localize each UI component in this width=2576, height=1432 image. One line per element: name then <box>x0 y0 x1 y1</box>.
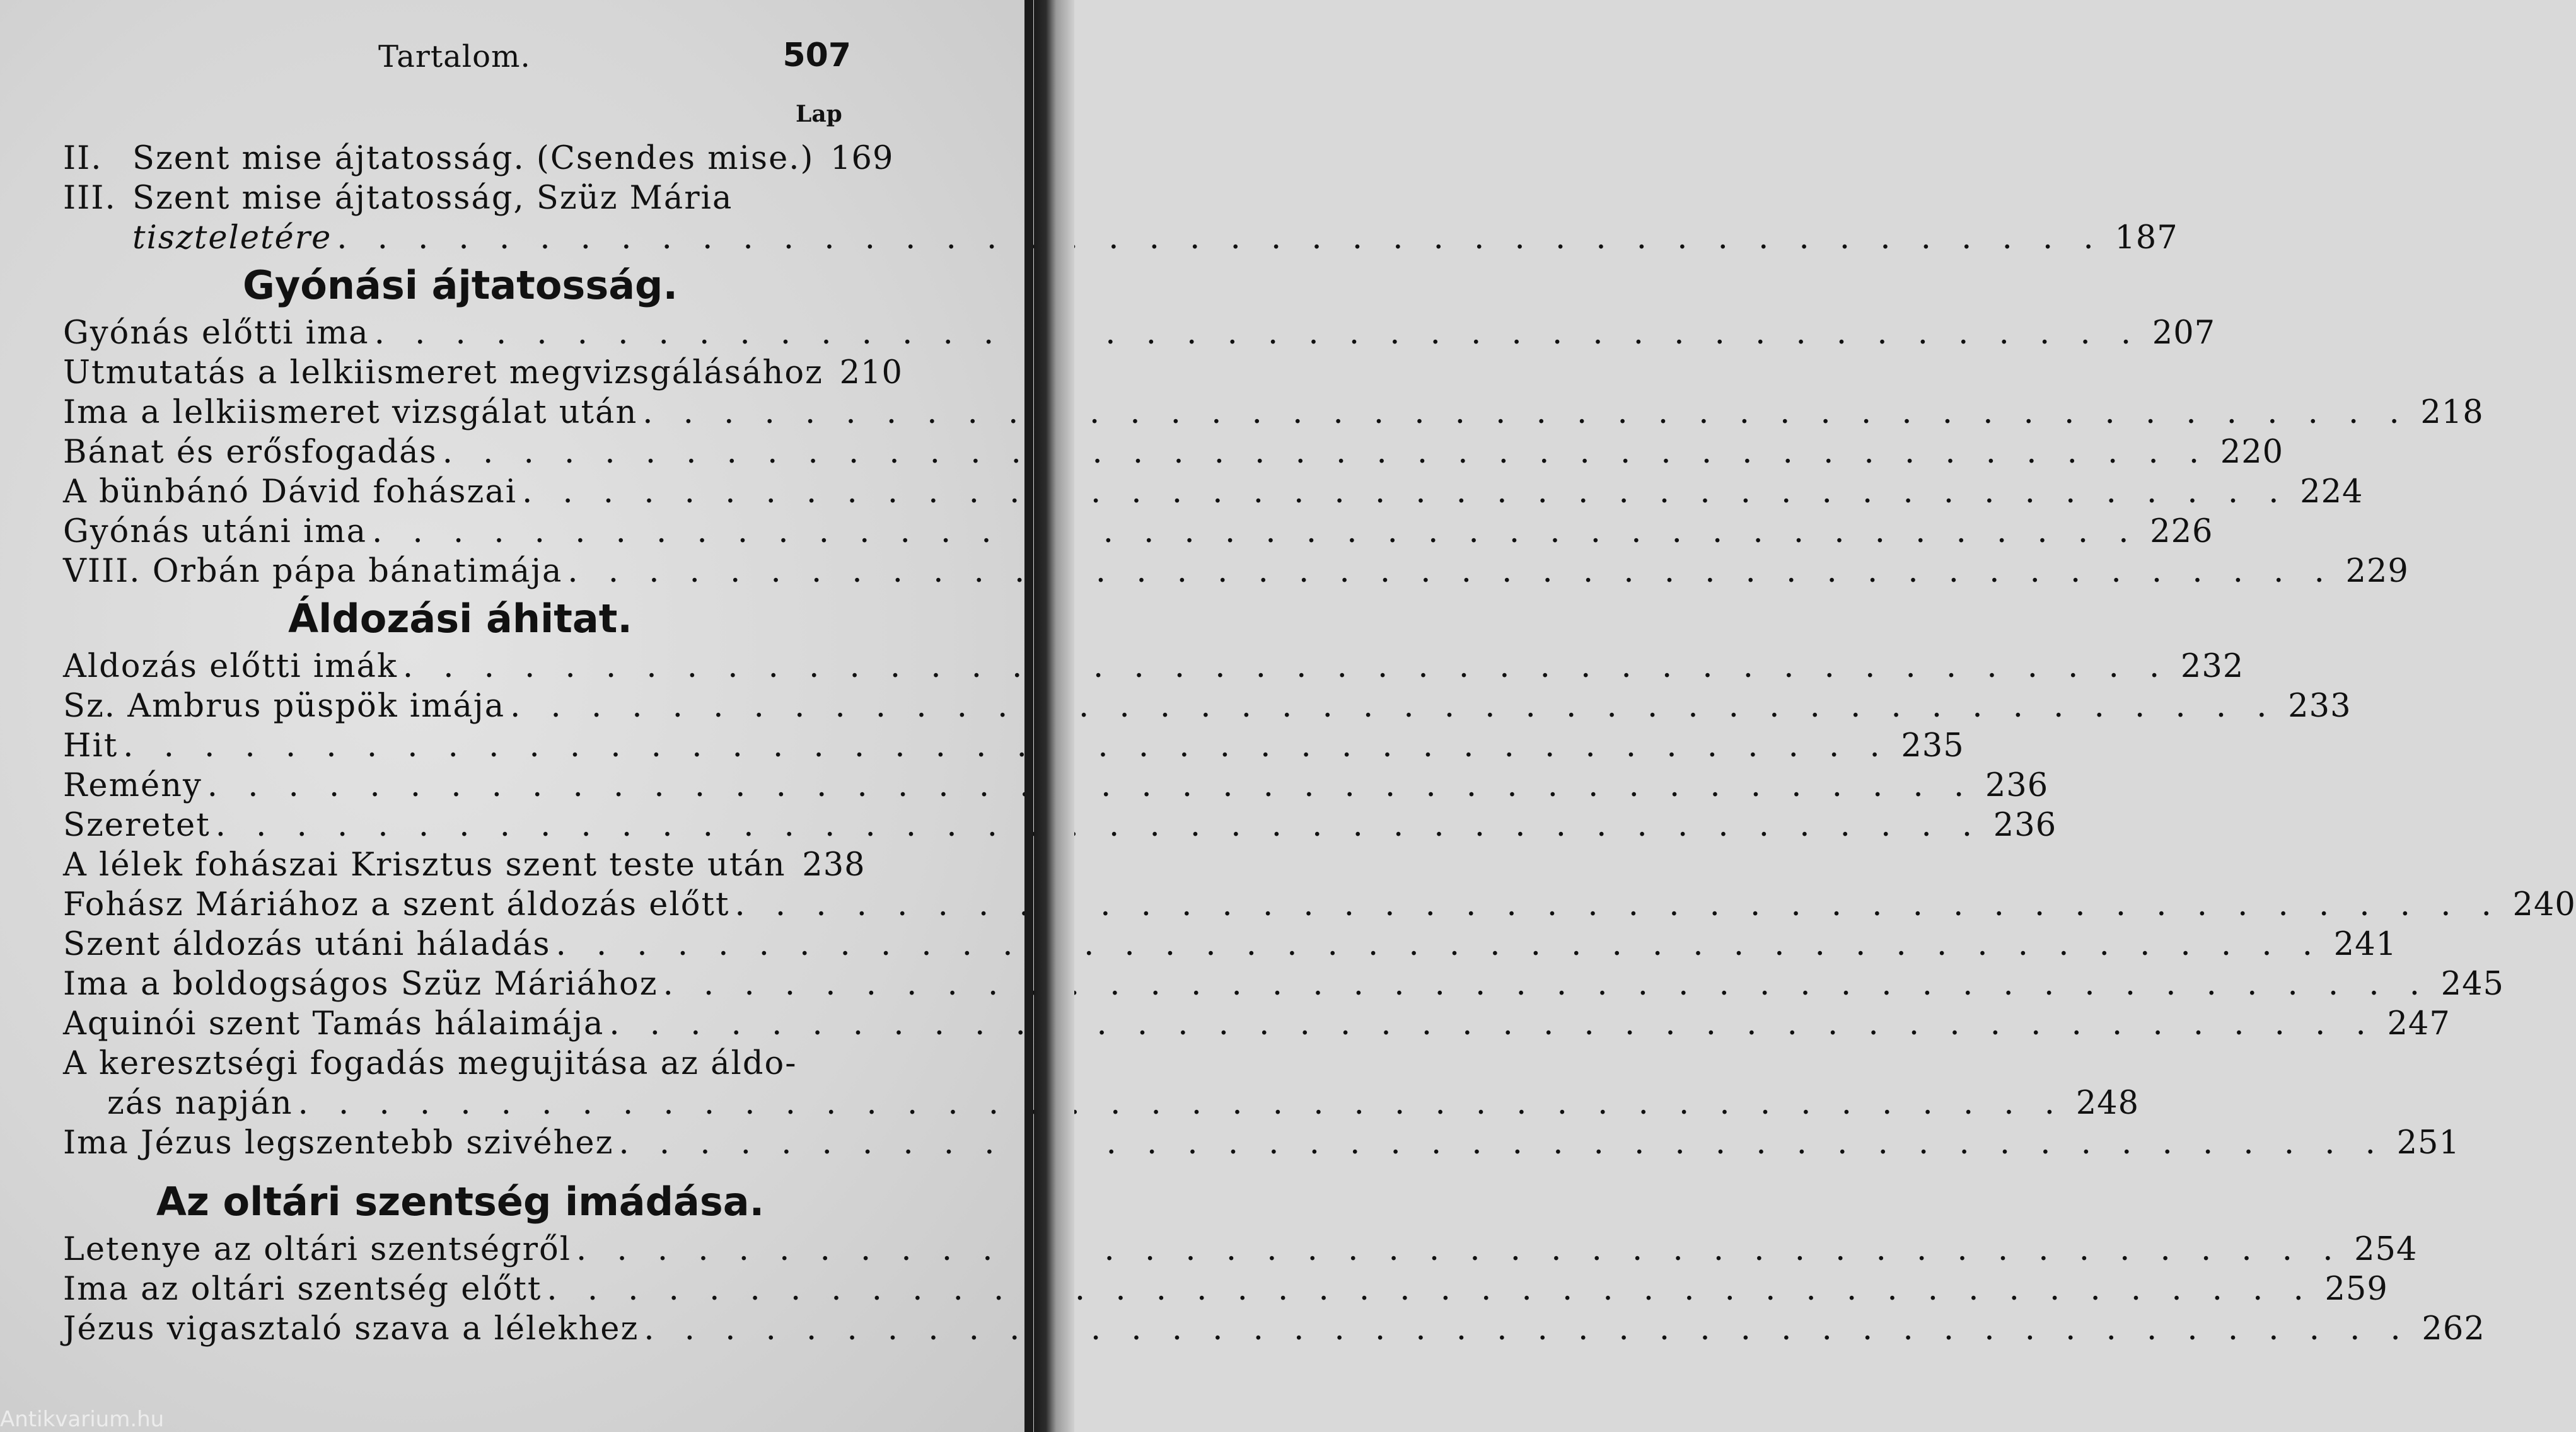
entry-title: Fohász Máriához a szent áldozás előtt <box>63 886 730 923</box>
entry-title: A keresztségi fogadás megujitása az áldo- <box>63 1045 798 1082</box>
header-title: Tartalom. <box>378 39 531 74</box>
toc-entry <box>63 393 2484 432</box>
entry-page: 235 <box>1901 727 1964 765</box>
entry-page: 210 <box>839 354 903 391</box>
entry-page: 254 <box>2354 1231 2418 1268</box>
dot-leader <box>542 1269 2318 1309</box>
dot-leader <box>369 313 2146 353</box>
dot-leader <box>604 1004 2381 1044</box>
toc-entry <box>63 1309 2485 1349</box>
toc-entry <box>63 647 2244 686</box>
entry-title: tiszteletére <box>132 219 332 257</box>
entry-title: Remény <box>63 767 202 804</box>
toc-entry <box>63 1083 2140 1123</box>
entry-title: Utmutatás a lelkiismeret megvizsgálásához <box>63 354 823 391</box>
entry-title: Szent mise ájtatosság, Szüz Mária <box>132 180 733 217</box>
toc-entry <box>63 512 2213 551</box>
header-page-number: 507 <box>782 37 851 74</box>
dot-leader <box>438 432 2214 472</box>
entry-page: 218 <box>2420 394 2484 431</box>
entry-title: Szeretet <box>63 807 211 844</box>
dot-leader <box>551 925 2328 964</box>
toc-entry <box>63 1044 857 1083</box>
section-heading: Gyónási ájtatosság. <box>243 262 678 308</box>
dot-leader <box>118 726 1894 766</box>
book-binding-edge <box>1034 0 1074 1432</box>
entry-page: 220 <box>2220 434 2284 471</box>
section-heading: Áldozási áhitat. <box>288 596 632 642</box>
entry-number: II. <box>63 140 103 177</box>
toc-entry <box>63 806 2057 845</box>
toc-entry <box>63 1269 2388 1309</box>
entry-title: Szent mise ájtatosság. (Csendes mise.) <box>132 140 815 177</box>
dot-leader <box>367 512 2144 551</box>
entry-title: A lélek fohászai Krisztus szent teste után <box>63 846 786 884</box>
section-heading: Az oltári szentség imádása. <box>156 1179 765 1225</box>
dot-leader <box>571 1230 2348 1269</box>
running-header <box>0 32 857 76</box>
toc-entry <box>63 1004 2451 1044</box>
toc-entry <box>63 551 2409 591</box>
table-of-contents <box>63 139 2576 1349</box>
dot-leader <box>639 1309 2415 1349</box>
toc-entry <box>63 1230 2418 1269</box>
entry-title: Ima Jézus legszentebb szivéhez <box>63 1124 614 1162</box>
entry-page: 245 <box>2440 966 2504 1003</box>
watermark: Antikvarium.hu <box>0 1407 165 1432</box>
toc-entry <box>63 472 2364 512</box>
entry-page: 247 <box>2387 1005 2451 1042</box>
dot-leader <box>398 647 2174 686</box>
dot-leader <box>729 885 2506 925</box>
entry-title: Letenye az oltári szentségről <box>63 1231 572 1268</box>
dot-leader <box>332 218 2108 258</box>
toc-entry <box>63 432 2284 472</box>
toc-entry <box>63 218 2178 258</box>
entry-page: 226 <box>2150 513 2213 550</box>
toc-entry <box>63 313 2216 353</box>
entry-title: Gyónás előtti ima <box>63 315 369 352</box>
toc-entry <box>63 885 2576 925</box>
page-column-label: Lap <box>796 101 842 127</box>
entry-page: 233 <box>2288 688 2352 725</box>
entry-page: 238 <box>802 846 866 884</box>
entry-page: 259 <box>2324 1271 2388 1308</box>
entry-title: Aquinói szent Tamás hálaimája <box>63 1005 605 1042</box>
entry-title: Ima a lelkiismeret vizsgálat után <box>63 394 638 431</box>
entry-page: 236 <box>1985 767 2049 804</box>
entry-title: Szent áldozás utáni háladás <box>63 926 551 963</box>
entry-page: 232 <box>2180 648 2244 685</box>
toc-entry <box>63 353 903 393</box>
toc-entry <box>63 964 2504 1004</box>
entry-title: zás napján <box>107 1085 293 1122</box>
entry-number: III. <box>63 180 117 217</box>
toc-entry <box>63 726 1964 766</box>
entry-title: Bánat és erősfogadás <box>63 434 438 471</box>
toc-entry <box>63 766 2049 806</box>
entry-title: VIII. Orbán pápa bánatimája <box>63 553 563 590</box>
toc-entry <box>63 178 857 218</box>
entry-title: Gyónás utáni ima <box>63 513 368 550</box>
dot-leader <box>211 806 1987 845</box>
dot-leader <box>517 472 2294 512</box>
dot-leader <box>658 964 2435 1004</box>
entry-page: 224 <box>2300 473 2364 511</box>
entry-page: 251 <box>2396 1124 2460 1162</box>
entry-page: 187 <box>2115 219 2178 257</box>
toc-entry <box>63 925 2397 964</box>
binding-line <box>1024 0 1033 1432</box>
toc-entry <box>63 1123 2460 1163</box>
entry-page: 229 <box>2345 553 2409 590</box>
dot-leader <box>637 393 2414 432</box>
toc-entry <box>63 686 2352 726</box>
entry-page: 207 <box>2152 315 2216 352</box>
dot-leader <box>293 1083 2070 1123</box>
entry-title: Sz. Ambrus püspök imája <box>63 688 506 725</box>
entry-title: Ima az oltári szentség előtt <box>63 1271 542 1308</box>
entry-title: Aldozás előtti imák <box>63 648 398 685</box>
dot-leader <box>614 1123 2391 1163</box>
entry-page: 248 <box>2075 1085 2140 1122</box>
entry-page: 236 <box>1993 807 2057 844</box>
dot-leader <box>202 766 1979 806</box>
entry-page: 240 <box>2512 886 2576 923</box>
entry-page: 262 <box>2422 1310 2485 1348</box>
entry-title: Hit <box>63 727 119 765</box>
entry-title: Jézus vigasztaló szava a lélekhez <box>63 1310 639 1348</box>
entry-page: 241 <box>2333 926 2397 963</box>
entry-title: Ima a boldogságos Szüz Máriához <box>63 966 658 1003</box>
entry-title: A bünbánó Dávid fohászai <box>63 473 518 511</box>
toc-entry <box>63 845 866 885</box>
toc-entry <box>63 139 894 178</box>
dot-leader <box>505 686 2282 726</box>
dot-leader <box>562 551 2339 591</box>
entry-page: 169 <box>830 140 894 177</box>
